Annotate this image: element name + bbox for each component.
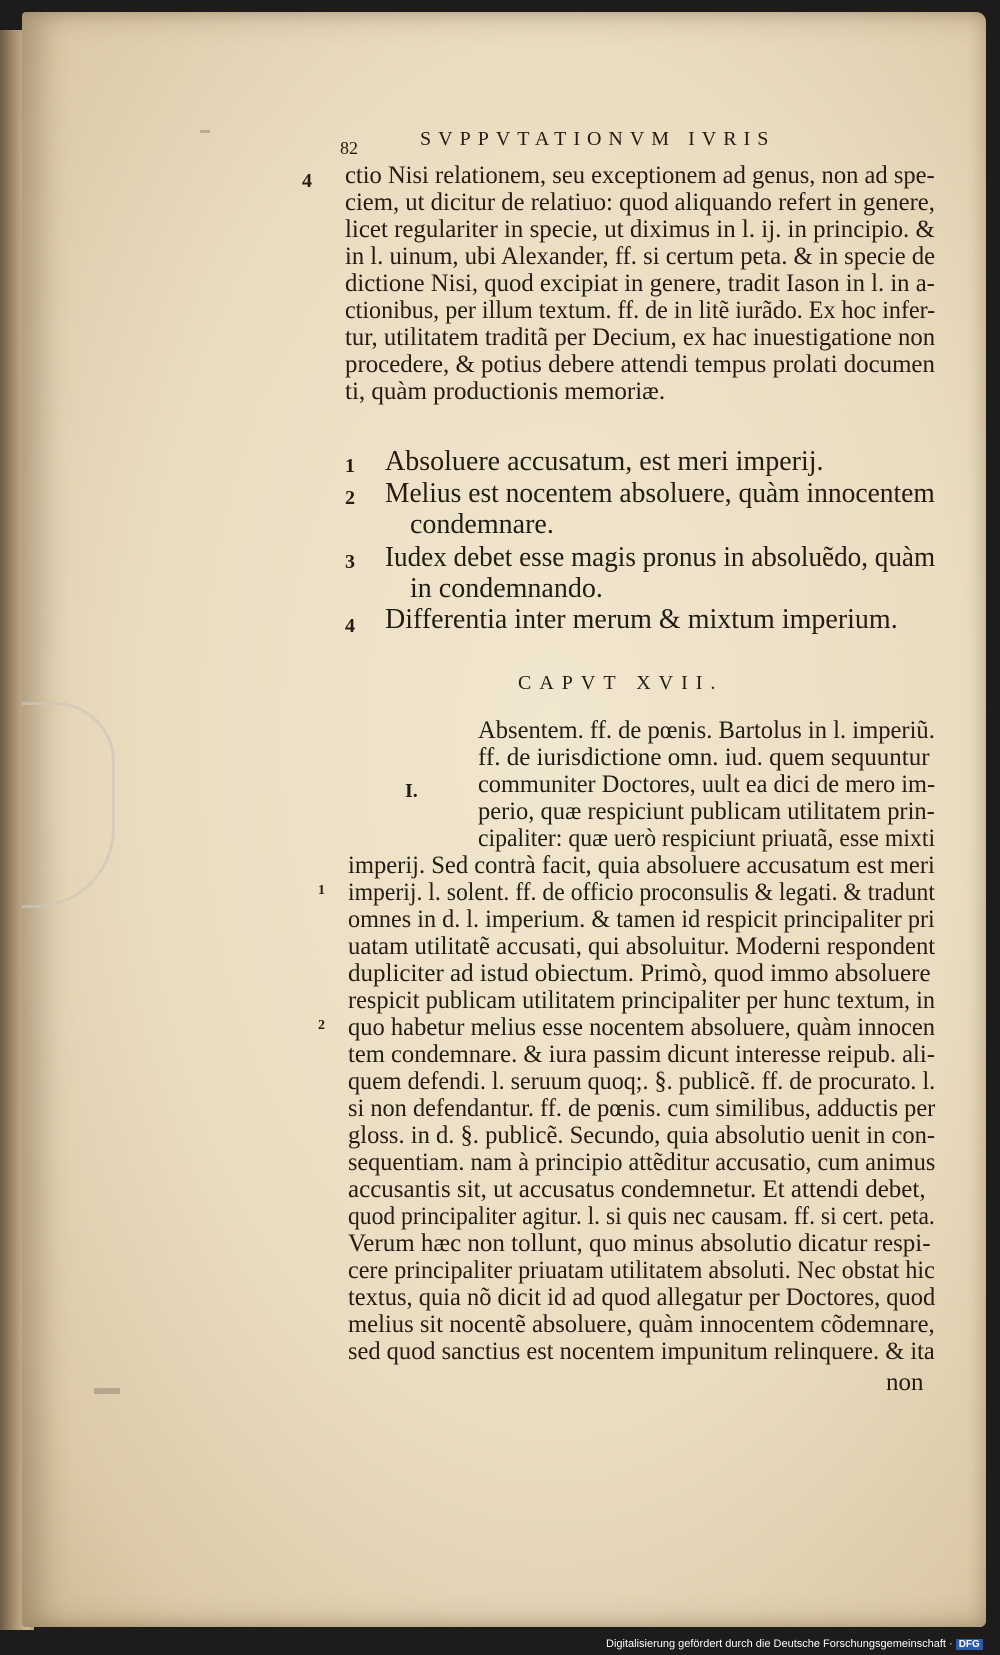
text-line: dictione Nisi, quod excipiat in genere, tradit Iason in l. in a-: [345, 270, 935, 297]
text-line: ctio Nisi relationem, seu exceptionem ad genus, non ad spe-: [345, 162, 935, 189]
footer-text: Digitalisierung gefördert durch die Deutsche Forschungsgemeinschaft ·: [606, 1638, 953, 1650]
ink-speck: [200, 130, 210, 133]
text-line: Verum hæc non tollunt, quo minus absolutio dicatur respi-: [348, 1230, 931, 1257]
side-number: 2: [318, 1018, 325, 1033]
text-line: sed quod sanctius est nocentem impunitum relinquere. & ita: [348, 1338, 935, 1365]
summary-line: condemnare.: [410, 509, 554, 540]
text-line: cipaliter: quæ uerò respiciunt priuatã, esse mixti: [478, 825, 936, 852]
text-line: si non defendantur. ff. de pœnis. cum similibus, adductis per: [348, 1095, 936, 1122]
margin-number: 4: [302, 170, 312, 192]
summary-line: Absoluere accusatum, est meri imperij.: [385, 446, 824, 477]
text-line: gloss. in d. §. publicẽ. Secundo, quia absolutio uenit in con-: [348, 1122, 936, 1149]
text-line: quo habetur melius esse nocentem absoluere, quàm innocen: [348, 1014, 936, 1041]
running-title: SVPPVTATIONVM IVRIS: [420, 128, 776, 150]
text-line: sequentiam. nam à principio attẽditur accusatio, cum animus: [348, 1149, 936, 1176]
initial-letter: I.: [405, 780, 418, 802]
summary-number: 2: [345, 487, 355, 509]
summary-number: 1: [345, 455, 355, 477]
text-line: ciem, ut dicitur de relatiuo: quod aliquando refert in genere,: [345, 189, 935, 216]
text-line: respicit publicam utilitatem principaliter per hunc textum, in: [348, 987, 936, 1014]
summary-number: 3: [345, 551, 355, 573]
text-line: tur, utilitatem traditã per Decium, ex hac inuestigatione non: [345, 324, 936, 351]
summary-line: Iudex debet esse magis pronus in absoluẽdo, quàm: [385, 542, 936, 573]
text-line: licet regulariter in specie, ut diximus in l. ij. in principio. &: [345, 216, 935, 243]
text-line: tem condemnare. & iura passim dicunt interesse reipub. ali-: [348, 1041, 935, 1068]
side-number: 1: [318, 883, 325, 898]
text-line: accusantis sit, ut accusatus condemnetur. Et attendi debet,: [348, 1176, 926, 1203]
text-line: procedere, & potius debere attendi tempus prolati documen: [345, 351, 935, 378]
text-line: ff. de iurisdictione omn. iud. quem sequuntur: [478, 744, 930, 771]
digitization-footer: [606, 1638, 983, 1650]
text-line: textus, quia nõ dicit id ad quod allegatur per Doctores, quod: [348, 1284, 936, 1311]
summary-line: Melius est nocentem absoluere, quàm innocentem: [385, 478, 935, 509]
text-line: perio, quæ respiciunt publicam utilitatem prin-: [478, 798, 935, 825]
summary-line: in condemnando.: [410, 573, 603, 604]
catchword: non: [886, 1369, 924, 1396]
text-line: quod principaliter agitur. l. si quis nec causam. ff. si cert. peta.: [348, 1203, 935, 1230]
ink-speck: [94, 1388, 120, 1394]
text-line: communiter Doctores, uult ea dici de mero im-: [478, 771, 936, 798]
summary-number: 4: [345, 615, 355, 637]
text-line: omnes in d. l. imperium. & tamen id respicit principaliter pri: [348, 906, 935, 933]
text-line: Absentem. ff. de pœnis. Bartolus in l. imperiũ.: [478, 717, 935, 744]
text-line: ti, quàm productionis memoriæ.: [345, 378, 666, 405]
page-number: 82: [340, 138, 358, 158]
text-line: imperij. Sed contrà facit, quia absoluere accusatum est meri: [348, 852, 935, 879]
text-line: melius sit nocentẽ absoluere, quàm innocentem cõdemnare,: [348, 1311, 935, 1338]
text-line: in l. uinum, ubi Alexander, ff. si certum peta. & in specie de: [345, 243, 936, 270]
dfg-logo-icon: DFG: [956, 1639, 983, 1650]
text-line: imperij. l. solent. ff. de officio proconsulis & legati. & tradunt: [348, 879, 935, 906]
text-line: quem defendi. l. seruum quoq;. §. publicẽ. ff. de procurato. l.: [348, 1068, 936, 1095]
text-line: ctionibus, per illum textum. ff. de in litẽ iurãdo. Ex hoc infer-: [345, 297, 936, 324]
text-line: dupliciter ad istud obiectum. Primò, quod immo absoluere: [348, 960, 931, 987]
text-line: cere principaliter priuatam utilitatem absoluti. Nec obstat hic: [348, 1257, 935, 1284]
text-line: uatam utilitatẽ accusati, qui absoluitur. Moderni respondent: [348, 933, 936, 960]
bookmark-ribbon: [22, 702, 115, 908]
chapter-title: CAPVT XVII.: [518, 672, 724, 694]
summary-line: Differentia inter merum & mixtum imperium.: [385, 604, 898, 635]
